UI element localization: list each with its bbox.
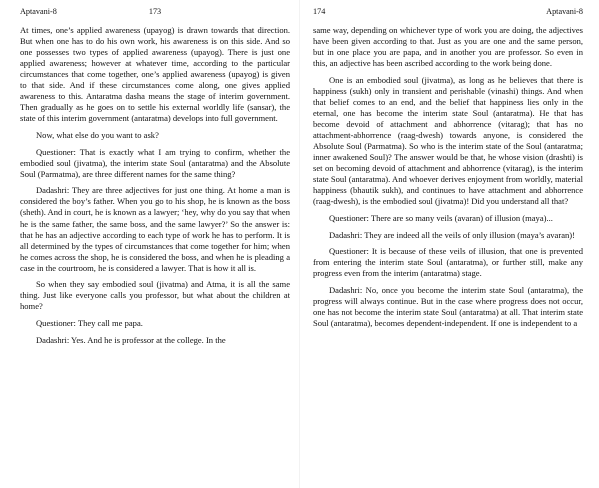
right-page-header	[313, 6, 583, 18]
paragraph: Questioner: They call me papa.	[36, 318, 143, 329]
paragraph: Dadashri: They are three adjectives for just one thing. At home a man is considered the boy’s father. When you go to his shop, he is known as the boss (sheth). And in court, he is known as a lawyer; ‘hey, why do you say that when he is the same father, the same boss, and the same lawyer?’ So the answer is: that he has an adjective according to each type of work he has to perform. It is all determined by the types of circumstances that come together for him; when he comes across the shop, he is considered the boss, and when he is pleading a case in the courtroom, he is considered a lawyer. That is how it all is.	[20, 185, 290, 273]
paragraph: same way, depending on whichever type of work you are doing, the adjectives have been given according to that. Just as you are one and the same person, but in one place you are papa, and in another you are professor. So even in this, an adjective has been ascribed according to the work being done.	[313, 25, 583, 69]
left-page-number: 173	[148, 7, 162, 16]
left-page-header	[20, 6, 290, 18]
paragraph: Dadashri: Yes. And he is professor at the college. In the	[36, 334, 226, 345]
paragraph: Questioner: It is because of these veils of illusion, that one is prevented from entering the interim state Soul (antaratma), or further still, make any progress even from the interim (antaratma) stage.	[313, 246, 583, 279]
paragraph: One is an embodied soul (jivatma), as long as he believes that there is happiness (sukh) only in transient and perishable (vinashi) things. And when that belief comes to an end, and the belief that happiness lies only in the eternal, one has become the interim state Soul (antaratma). He that has become devoid of attachment and abhorrence (vitarag); that has no attachment-abhorrence (raag-dwesh) towards anyone, is considered the Absolute Soul (Parmatma). So who is the interim state of the Soul (antaratma; inner awakened Soul)? The answer would be that, he whose vision (drashti) is set on becoming devoid of attachment and abhorrence (vitarag), is the interim state Soul (antaratma). And whoever derives enjoyment from worldly, material happiness (bhautik sukh), and continues to have attachment and abhorrence (raag-dwesh), is the embodied soul (jivatma)! Did you understand all that?	[313, 74, 583, 207]
paragraph: Dadashri: They are indeed all the veils of only illusion (maya’s avaran)!	[329, 229, 575, 240]
left-header-title: Aptavani-8	[20, 7, 57, 16]
paragraph: At times, one’s applied awareness (upayog) is drawn towards that direction. But when one has to do his own work, his awareness is on this side. And so one possesses two types of applied awareness (upayog). There is just one applied awareness; however at whatever time, according to the particular circumstances that come together, one’s applied awareness (upayog) is given to that side. And if these circumstances come along, one gives applied awareness to this. Antaratma dasha means the stage of interim government. Then gradually as he goes on to settle his external worldly life (sansar), the state of this interim government (antaratma) develops into full government.	[20, 25, 290, 124]
paragraph: So when they say embodied soul (jivatma) and Atma, it is all the same thing. Just like everyone calls you professor, but what about the children at home?	[20, 279, 290, 312]
right-page	[313, 0, 583, 488]
right-header-title: Aptavani-8	[546, 7, 583, 16]
paragraph: Dadashri: No, once you become the interim state Soul (antaratma), the progress will always continue. But in the case where progress does not occur, one has not become the interim state Soul (antaratma) at all. That interim state Soul (antaratma), becomes dependent-independent. If one is independent to a	[313, 284, 583, 329]
left-page-body	[20, 25, 290, 346]
paragraph: Questioner: That is exactly what I am trying to confirm, whether the embodied soul (jivatma), the interim state Soul (antaratma) and the Absolute Soul (Parmatma), are three different names for the same thing?	[20, 146, 290, 179]
paragraph: Questioner: There are so many veils (avaran) of illusion (maya)...	[329, 212, 553, 223]
page-gutter	[299, 0, 300, 488]
right-page-number: 174	[313, 7, 326, 16]
right-page-body	[313, 25, 583, 329]
left-page	[20, 0, 290, 488]
paragraph: Now, what else do you want to ask?	[36, 130, 159, 141]
